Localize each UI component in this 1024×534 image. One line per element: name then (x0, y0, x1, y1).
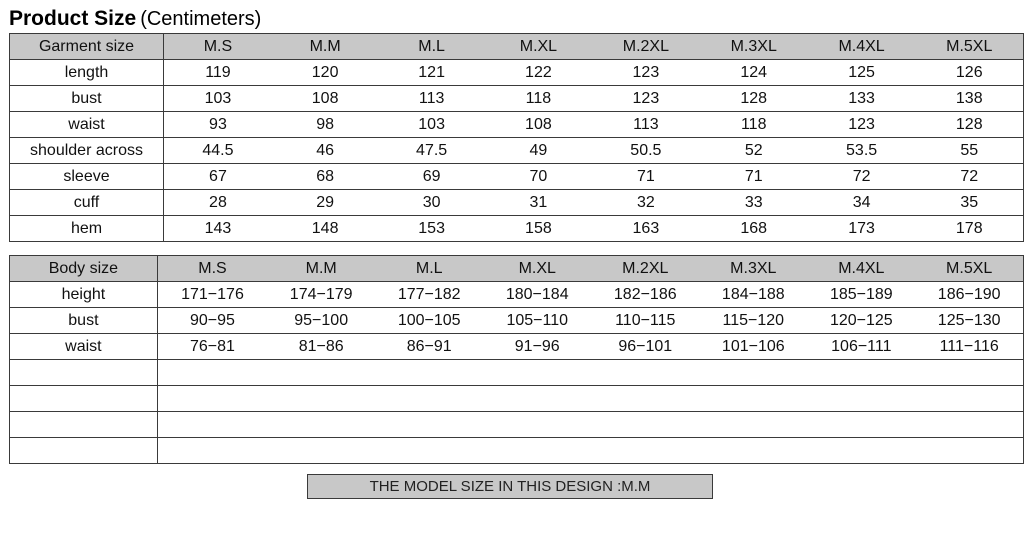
value-cell (699, 360, 807, 386)
value-cell (699, 412, 807, 438)
value-cell: 35 (916, 190, 1024, 216)
value-cell (807, 412, 915, 438)
value-cell (267, 412, 375, 438)
value-cell: 30 (378, 190, 485, 216)
table-row (10, 282, 1024, 308)
value-cell: 81−86 (267, 334, 375, 360)
value-cell: 93 (164, 112, 272, 138)
value-cell: 72 (916, 164, 1024, 190)
value-cell (591, 386, 699, 412)
size-header-cell: M.XL (483, 256, 591, 282)
value-cell (591, 360, 699, 386)
value-cell: 34 (808, 190, 916, 216)
row-label: sleeve (10, 164, 164, 190)
row-label (10, 360, 158, 386)
value-cell: 184−188 (699, 282, 807, 308)
title-main: Product Size (9, 7, 137, 30)
size-header-cell: M.S (157, 256, 267, 282)
table-row (10, 190, 1024, 216)
garment-size-table (9, 33, 1024, 242)
value-cell: 177−182 (375, 282, 483, 308)
row-label: waist (10, 112, 164, 138)
value-cell: 124 (700, 60, 808, 86)
value-cell: 174−179 (267, 282, 375, 308)
row-label: length (10, 60, 164, 86)
value-cell: 123 (592, 60, 700, 86)
value-cell (699, 386, 807, 412)
title-unit: (Centimeters) (140, 8, 262, 30)
size-header-cell: M.4XL (808, 34, 916, 60)
size-header-cell: M.M (272, 34, 379, 60)
value-cell: 119 (164, 60, 272, 86)
value-cell: 143 (164, 216, 272, 242)
value-cell: 113 (378, 86, 485, 112)
value-cell: 138 (916, 86, 1024, 112)
value-cell: 106−111 (807, 334, 915, 360)
table-row (10, 112, 1024, 138)
size-header-cell: M.S (164, 34, 272, 60)
value-cell (267, 386, 375, 412)
size-header-cell: M.5XL (915, 256, 1023, 282)
value-cell: 98 (272, 112, 379, 138)
value-cell: 111−116 (915, 334, 1023, 360)
table-header-label: Body size (10, 256, 158, 282)
value-cell (483, 360, 591, 386)
size-header-cell: M.L (378, 34, 485, 60)
value-cell (807, 386, 915, 412)
row-label: cuff (10, 190, 164, 216)
value-cell: 186−190 (915, 282, 1023, 308)
value-cell: 103 (378, 112, 485, 138)
row-label (10, 438, 158, 464)
value-cell (375, 386, 483, 412)
table-row (10, 360, 1024, 386)
table-row (10, 412, 1024, 438)
size-header-cell: M.5XL (916, 34, 1024, 60)
value-cell: 31 (485, 190, 592, 216)
value-cell: 171−176 (157, 282, 267, 308)
value-cell: 32 (592, 190, 700, 216)
table-row (10, 308, 1024, 334)
value-cell (807, 360, 915, 386)
value-cell: 101−106 (699, 334, 807, 360)
value-cell: 50.5 (592, 138, 700, 164)
value-cell: 68 (272, 164, 379, 190)
size-header-cell: M.3XL (699, 256, 807, 282)
table-row (10, 86, 1024, 112)
value-cell (267, 360, 375, 386)
table-row (10, 60, 1024, 86)
row-label: height (10, 282, 158, 308)
value-cell (157, 360, 267, 386)
value-cell: 49 (485, 138, 592, 164)
value-cell: 113 (592, 112, 700, 138)
table-header-label: Garment size (10, 34, 164, 60)
value-cell: 128 (700, 86, 808, 112)
row-label: bust (10, 308, 158, 334)
value-cell: 67 (164, 164, 272, 190)
value-cell: 148 (272, 216, 379, 242)
value-cell: 163 (592, 216, 700, 242)
value-cell (591, 412, 699, 438)
value-cell: 120−125 (807, 308, 915, 334)
value-cell: 108 (485, 112, 592, 138)
value-cell: 53.5 (808, 138, 916, 164)
value-cell: 95−100 (267, 308, 375, 334)
value-cell: 125−130 (915, 308, 1023, 334)
row-label (10, 412, 158, 438)
table-row (10, 438, 1024, 464)
size-header-cell: M.L (375, 256, 483, 282)
row-label: bust (10, 86, 164, 112)
value-cell: 133 (808, 86, 916, 112)
value-cell: 86−91 (375, 334, 483, 360)
value-cell: 178 (916, 216, 1024, 242)
value-cell (267, 438, 375, 464)
value-cell: 123 (592, 86, 700, 112)
value-cell (807, 438, 915, 464)
value-cell: 118 (700, 112, 808, 138)
value-cell: 153 (378, 216, 485, 242)
value-cell: 115−120 (699, 308, 807, 334)
value-cell: 71 (592, 164, 700, 190)
value-cell: 108 (272, 86, 379, 112)
value-cell (699, 438, 807, 464)
value-cell: 44.5 (164, 138, 272, 164)
value-cell: 90−95 (157, 308, 267, 334)
row-label: hem (10, 216, 164, 242)
value-cell (375, 412, 483, 438)
value-cell: 173 (808, 216, 916, 242)
table-row (10, 334, 1024, 360)
value-cell: 158 (485, 216, 592, 242)
value-cell (157, 386, 267, 412)
value-cell: 70 (485, 164, 592, 190)
table-row (10, 138, 1024, 164)
value-cell: 125 (808, 60, 916, 86)
value-cell: 52 (700, 138, 808, 164)
size-header-cell: M.XL (485, 34, 592, 60)
value-cell: 180−184 (483, 282, 591, 308)
table-header-row (10, 256, 1024, 282)
value-cell: 168 (700, 216, 808, 242)
value-cell: 110−115 (591, 308, 699, 334)
value-cell (915, 360, 1023, 386)
value-cell: 120 (272, 60, 379, 86)
value-cell: 105−110 (483, 308, 591, 334)
table-row (10, 164, 1024, 190)
value-cell: 33 (700, 190, 808, 216)
value-cell: 128 (916, 112, 1024, 138)
value-cell (915, 438, 1023, 464)
value-cell: 96−101 (591, 334, 699, 360)
value-cell: 185−189 (807, 282, 915, 308)
value-cell (591, 438, 699, 464)
value-cell: 76−81 (157, 334, 267, 360)
value-cell: 71 (700, 164, 808, 190)
value-cell: 29 (272, 190, 379, 216)
value-cell (915, 386, 1023, 412)
value-cell: 126 (916, 60, 1024, 86)
value-cell (483, 386, 591, 412)
value-cell: 46 (272, 138, 379, 164)
row-label (10, 386, 158, 412)
value-cell: 100−105 (375, 308, 483, 334)
body-size-table (9, 255, 1024, 464)
model-size-note: THE MODEL SIZE IN THIS DESIGN :M.M (307, 474, 713, 499)
size-header-cell: M.2XL (592, 34, 700, 60)
value-cell: 182−186 (591, 282, 699, 308)
value-cell (375, 438, 483, 464)
size-header-cell: M.4XL (807, 256, 915, 282)
row-label: waist (10, 334, 158, 360)
row-label: shoulder across (10, 138, 164, 164)
value-cell (915, 412, 1023, 438)
value-cell (157, 438, 267, 464)
value-cell (375, 360, 483, 386)
value-cell: 72 (808, 164, 916, 190)
page-title (9, 6, 261, 32)
table-row (10, 216, 1024, 242)
table-header-row (10, 34, 1024, 60)
value-cell (483, 438, 591, 464)
size-header-cell: M.M (267, 256, 375, 282)
value-cell: 103 (164, 86, 272, 112)
size-header-cell: M.3XL (700, 34, 808, 60)
value-cell: 121 (378, 60, 485, 86)
value-cell: 91−96 (483, 334, 591, 360)
value-cell: 55 (916, 138, 1024, 164)
value-cell: 118 (485, 86, 592, 112)
value-cell: 69 (378, 164, 485, 190)
value-cell: 47.5 (378, 138, 485, 164)
value-cell: 123 (808, 112, 916, 138)
value-cell (483, 412, 591, 438)
table-row (10, 386, 1024, 412)
value-cell: 28 (164, 190, 272, 216)
size-header-cell: M.2XL (591, 256, 699, 282)
value-cell (157, 412, 267, 438)
value-cell: 122 (485, 60, 592, 86)
